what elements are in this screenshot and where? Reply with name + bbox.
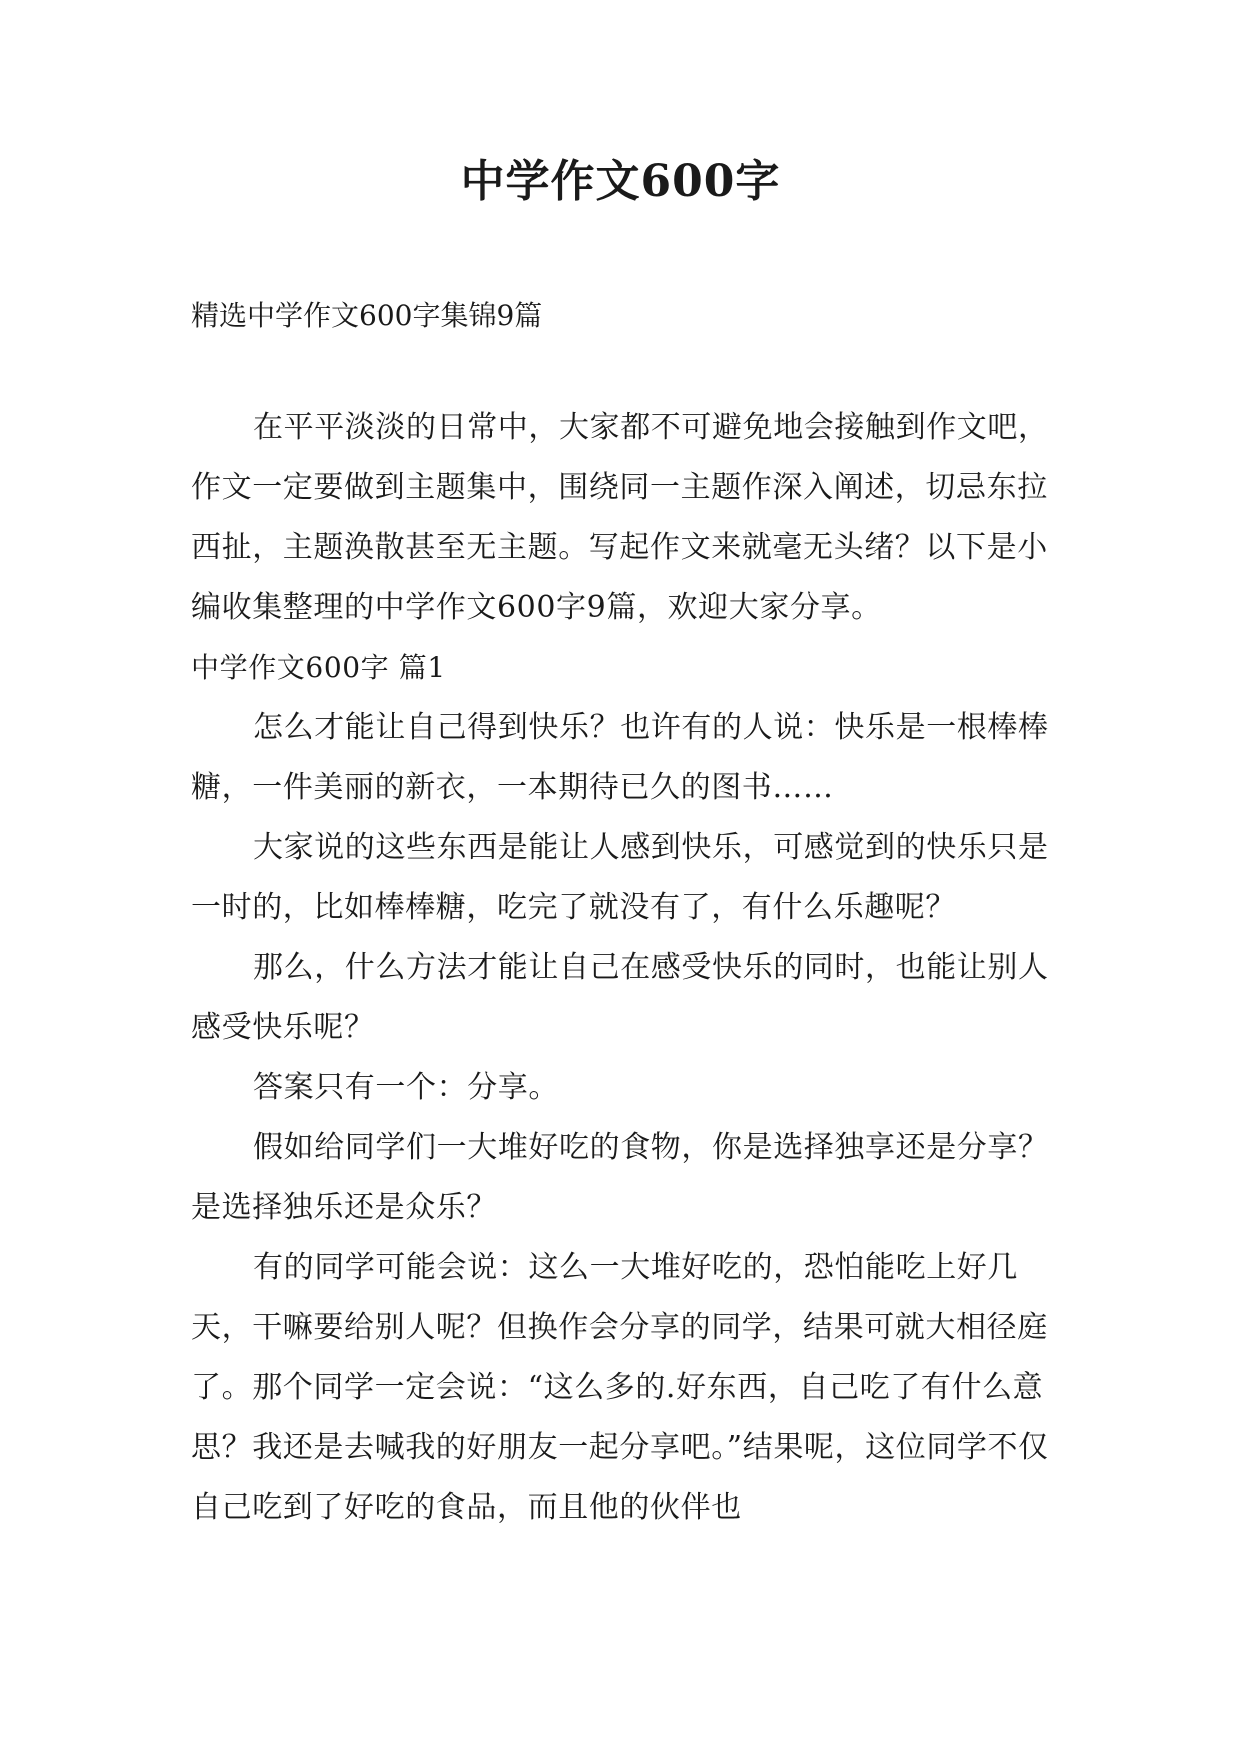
intro-paragraph: 在平平淡淡的日常中，大家都不可避免地会接触到作文吧，作文一定要做到主题集中，围绕同一主题作深入阐述，切忌东拉西扯，主题涣散甚至无主题。写起作文来就毫无头绪？以下是小编收集整理的中学作文600字9篇，欢迎大家分享。 [191,410,1049,625]
body-paragraph: 那么，什么方法才能让自己在感受快乐的同时，也能让别人感受快乐呢？ [191,950,1049,1045]
body-paragraph: 大家说的这些东西是能让人感到快乐，可感觉到的快乐只是一时的，比如棒棒糖，吃完了就没有了，有什么乐趣呢？ [191,830,1049,925]
body-paragraph: 有的同学可能会说：这么一大堆好吃的，恐怕能吃上好几天，干嘛要给别人呢？但换作会分享的同学，结果可就大相径庭了。那个同学一定会说：“这么多的.好东西，自己吃了有什么意思？我还是去喊我的好朋友一起分享吧。”结果呢，这位同学不仅自己吃到了好吃的食品，而且他的伙伴也 [191,1250,1049,1525]
document-subtitle: 精选中学作文600字集锦9篇 [191,299,543,332]
section-heading: 中学作文600字 篇1 [191,651,446,684]
body-paragraph: 怎么才能让自己得到快乐？也许有的人说：快乐是一根棒棒糖，一件美丽的新衣，一本期待已久的图书…… [191,710,1049,805]
body-paragraph: 假如给同学们一大堆好吃的食物，你是选择独享还是分享？是选择独乐还是众乐？ [191,1130,1049,1225]
document-title: 中学作文600字 [460,156,781,207]
document-body [191,398,1057,1538]
body-paragraph: 答案只有一个：分享。 [253,1070,559,1105]
